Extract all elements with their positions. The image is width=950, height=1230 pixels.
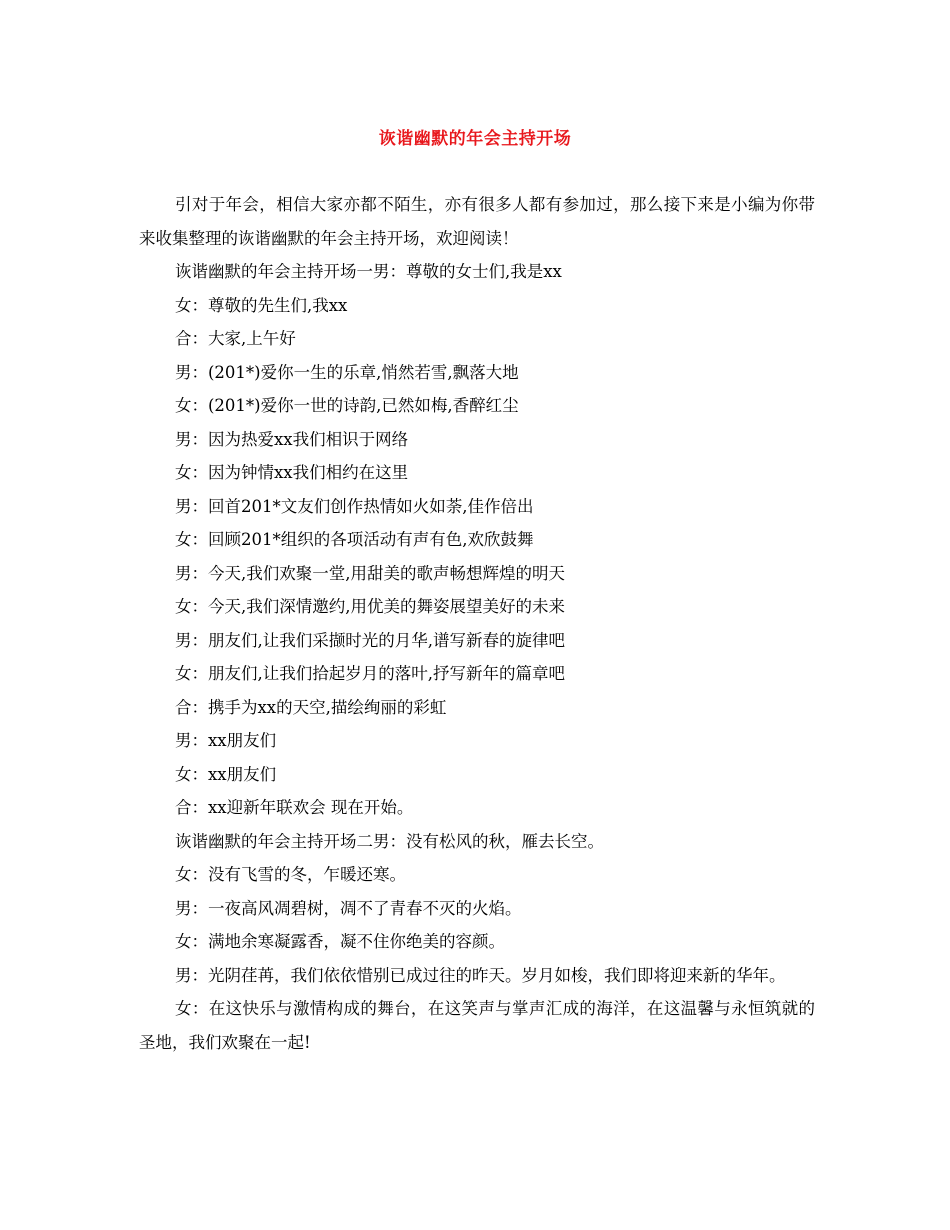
paragraph: 女：朋友们,让我们拾起岁月的落叶,抒写新年的篇章吧 [175, 664, 565, 683]
paragraph: 女：满地余寒凝露香，凝不住你绝美的容颜。 [175, 932, 505, 951]
paragraph: 女：今天,我们深情邀约,用优美的舞姿展望美好的未来 [175, 597, 565, 616]
paragraph: 女：(201*)爱你一世的诗韵,已然如梅,香醉红尘 [175, 396, 519, 415]
paragraph: 男：(201*)爱你一生的乐章,悄然若雪,飘落大地 [175, 362, 519, 382]
paragraph: 男：朋友们,让我们采撷时光的月华,谱写新春的旋律吧 [175, 630, 565, 650]
paragraph: 合：xx迎新年联欢会 现在开始。 [175, 798, 414, 817]
paragraph: 女：尊敬的先生们,我xx [175, 295, 348, 315]
paragraph: 男：回首201*文友们创作热情如火如荼,佳作倍出 [175, 496, 534, 516]
paragraph: 女：在这快乐与激情构成的舞台，在这笑声与掌声汇成的海洋，在这温馨与永恒筑就的圣地，我们欢聚在一起! [139, 999, 815, 1052]
paragraph: 男：xx朋友们 [175, 731, 277, 750]
paragraph: 男：今天,我们欢聚一堂,用甜美的歌声畅想辉煌的明天 [175, 563, 565, 583]
paragraph: 男：光阴荏苒，我们依依惜别已成过往的昨天。岁月如梭，我们即将迎来新的华年。 [175, 965, 786, 985]
paragraph: 女：因为钟情xx我们相约在这里 [175, 463, 409, 482]
paragraph: 诙谐幽默的年会主持开场一男：尊敬的女士们,我是xx [175, 262, 562, 281]
paragraph: 诙谐幽默的年会主持开场二男：没有松风的秋，雁去长空。 [175, 831, 604, 851]
paragraph: 男：一夜高风凋碧树，凋不了青春不灭的火焰。 [175, 898, 522, 918]
paragraph: 合：大家,上午好 [175, 329, 296, 348]
paragraph: 合：携手为xx的天空,描绘绚丽的彩虹 [175, 697, 447, 717]
paragraph: 男：因为热爱xx我们相识于网络 [175, 429, 409, 449]
paragraph: 女：没有飞雪的冬，乍暖还寒。 [175, 865, 406, 884]
paragraph: 女：回顾201*组织的各项活动有声有色,欢欣鼓舞 [175, 530, 534, 549]
document-body [139, 188, 815, 1059]
paragraph: 女：xx朋友们 [175, 764, 277, 784]
paragraph: 引对于年会，相信大家亦都不陌生，亦有很多人都有参加过，那么接下来是小编为你带来收集整理的诙谐幽默的年会主持开场，欢迎阅读！ [139, 195, 815, 248]
document-title: 诙谐幽默的年会主持开场 [378, 129, 572, 149]
